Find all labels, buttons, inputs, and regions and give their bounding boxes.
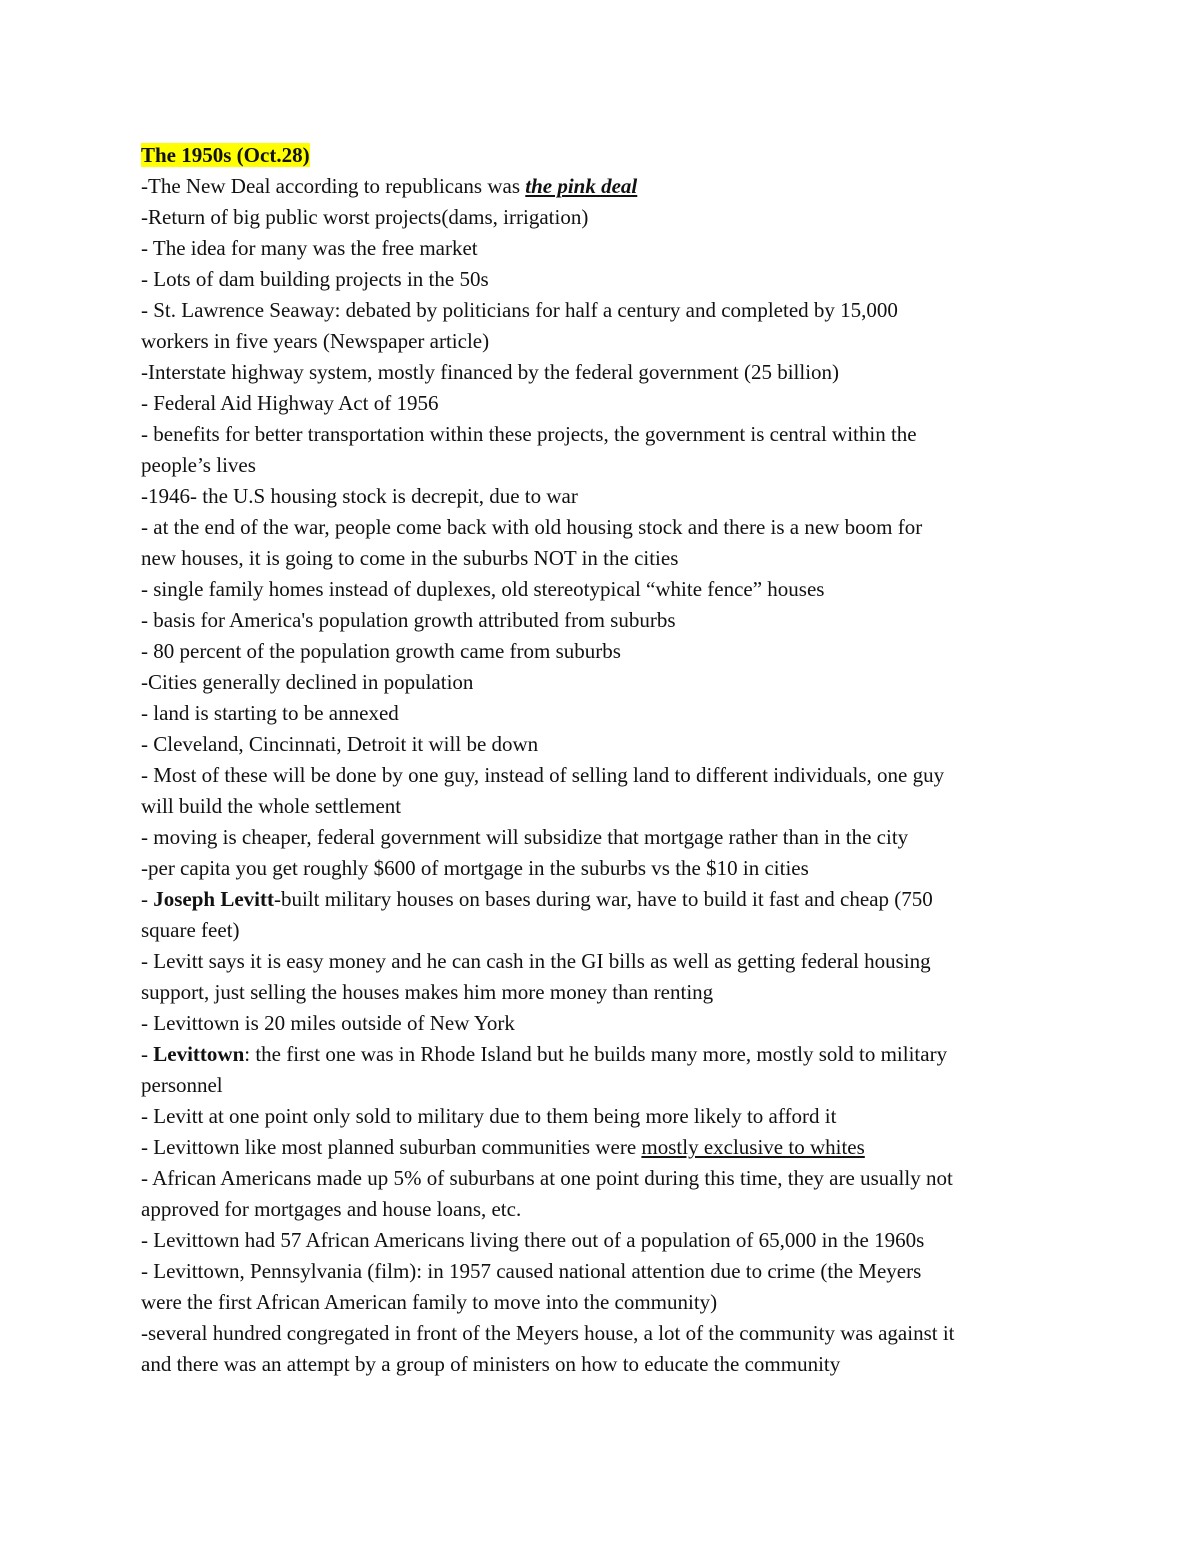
line-text: -built military houses on bases during war, have to build it fast and cheap (750 — [274, 887, 933, 911]
bold-term: Levittown — [153, 1042, 245, 1066]
note-line: square feet) — [141, 918, 240, 942]
note-line: - Federal Aid Highway Act of 1956 — [141, 391, 439, 415]
note-line: and there was an attempt by a group of ministers on how to educate the community — [141, 1352, 841, 1376]
note-line: personnel — [141, 1073, 223, 1097]
note-line: - St. Lawrence Seaway: debated by politicians for half a century and completed by 15,000 — [141, 298, 898, 322]
note-line: -Return of big public worst projects(dams, irrigation) — [141, 205, 589, 229]
note-line: - Levitt says it is easy money and he can cash in the GI bills as well as getting federal housing — [141, 949, 931, 973]
note-line: - Lots of dam building projects in the 50s — [141, 267, 489, 291]
note-line: - African Americans made up 5% of suburbans at one point during this time, they are usually not — [141, 1166, 953, 1190]
line-text: - — [141, 1042, 154, 1066]
note-line: support, just selling the houses makes him more money than renting — [141, 980, 714, 1004]
note-line: - Most of these will be done by one guy, instead of selling land to different individuals, one guy — [141, 763, 945, 787]
emphasis-text: the pink deal — [525, 174, 638, 198]
line-text: - — [141, 887, 154, 911]
note-line: - The idea for many was the free market — [141, 236, 478, 260]
note-line: - 80 percent of the population growth came from suburbs — [141, 639, 621, 663]
note-line: new houses, it is going to come in the suburbs NOT in the cities — [141, 546, 679, 570]
note-line — [141, 171, 1071, 202]
line-text: : the first one was in Rhode Island but he builds many more, mostly sold to military — [244, 1042, 948, 1066]
line-text: - Levittown like most planned suburban communities were — [141, 1135, 642, 1159]
note-line: -Cities generally declined in population — [141, 670, 474, 694]
note-line: workers in five years (Newspaper article) — [141, 329, 490, 353]
note-line: -1946- the U.S housing stock is decrepit, due to war — [141, 484, 578, 508]
line-text: -The New Deal according to republicans was — [141, 174, 526, 198]
note-line: - Levitt at one point only sold to military due to them being more likely to afford it — [141, 1104, 837, 1128]
note-line: - land is starting to be annexed — [141, 701, 399, 725]
note-line: - single family homes instead of duplexes, old stereotypical “white fence” houses — [141, 577, 825, 601]
note-line: - Levittown is 20 miles outside of New York — [141, 1011, 515, 1035]
note-line: - Levittown, Pennsylvania (film): in 1957 caused national attention due to crime (the Meyers — [141, 1259, 922, 1283]
note-line: - at the end of the war, people come back with old housing stock and there is a new boom for — [141, 515, 923, 539]
note-line: - moving is cheaper, federal government will subsidize that mortgage rather than in the city — [141, 825, 909, 849]
note-line: - basis for America's population growth attributed from suburbs — [141, 608, 676, 632]
document-page — [141, 140, 1071, 1380]
page-title: The 1950s (Oct.28) — [141, 143, 310, 167]
notes-body — [141, 171, 1071, 1380]
title-line — [141, 140, 1071, 171]
note-line: will build the whole settlement — [141, 794, 402, 818]
bold-term: Joseph Levitt — [153, 887, 274, 911]
note-line — [141, 1039, 1071, 1070]
note-line: -Interstate highway system, mostly financed by the federal government (25 billion) — [141, 360, 840, 384]
note-line: - Cleveland, Cincinnati, Detroit it will be down — [141, 732, 539, 756]
note-line: were the first African American family to move into the community) — [141, 1290, 718, 1314]
note-line: -per capita you get roughly $600 of mortgage in the suburbs vs the $10 in cities — [141, 856, 809, 880]
note-line: approved for mortgages and house loans, etc. — [141, 1197, 522, 1221]
note-line: - benefits for better transportation within these projects, the government is central within the — [141, 422, 917, 446]
note-line: - Levittown had 57 African Americans living there out of a population of 65,000 in the 1960s — [141, 1228, 925, 1252]
note-line: -several hundred congregated in front of the Meyers house, a lot of the community was against it — [141, 1321, 955, 1345]
underlined-text: mostly exclusive to whites — [641, 1135, 865, 1159]
note-line — [141, 884, 1071, 915]
note-line: people’s lives — [141, 453, 256, 477]
note-line — [141, 1132, 1071, 1163]
